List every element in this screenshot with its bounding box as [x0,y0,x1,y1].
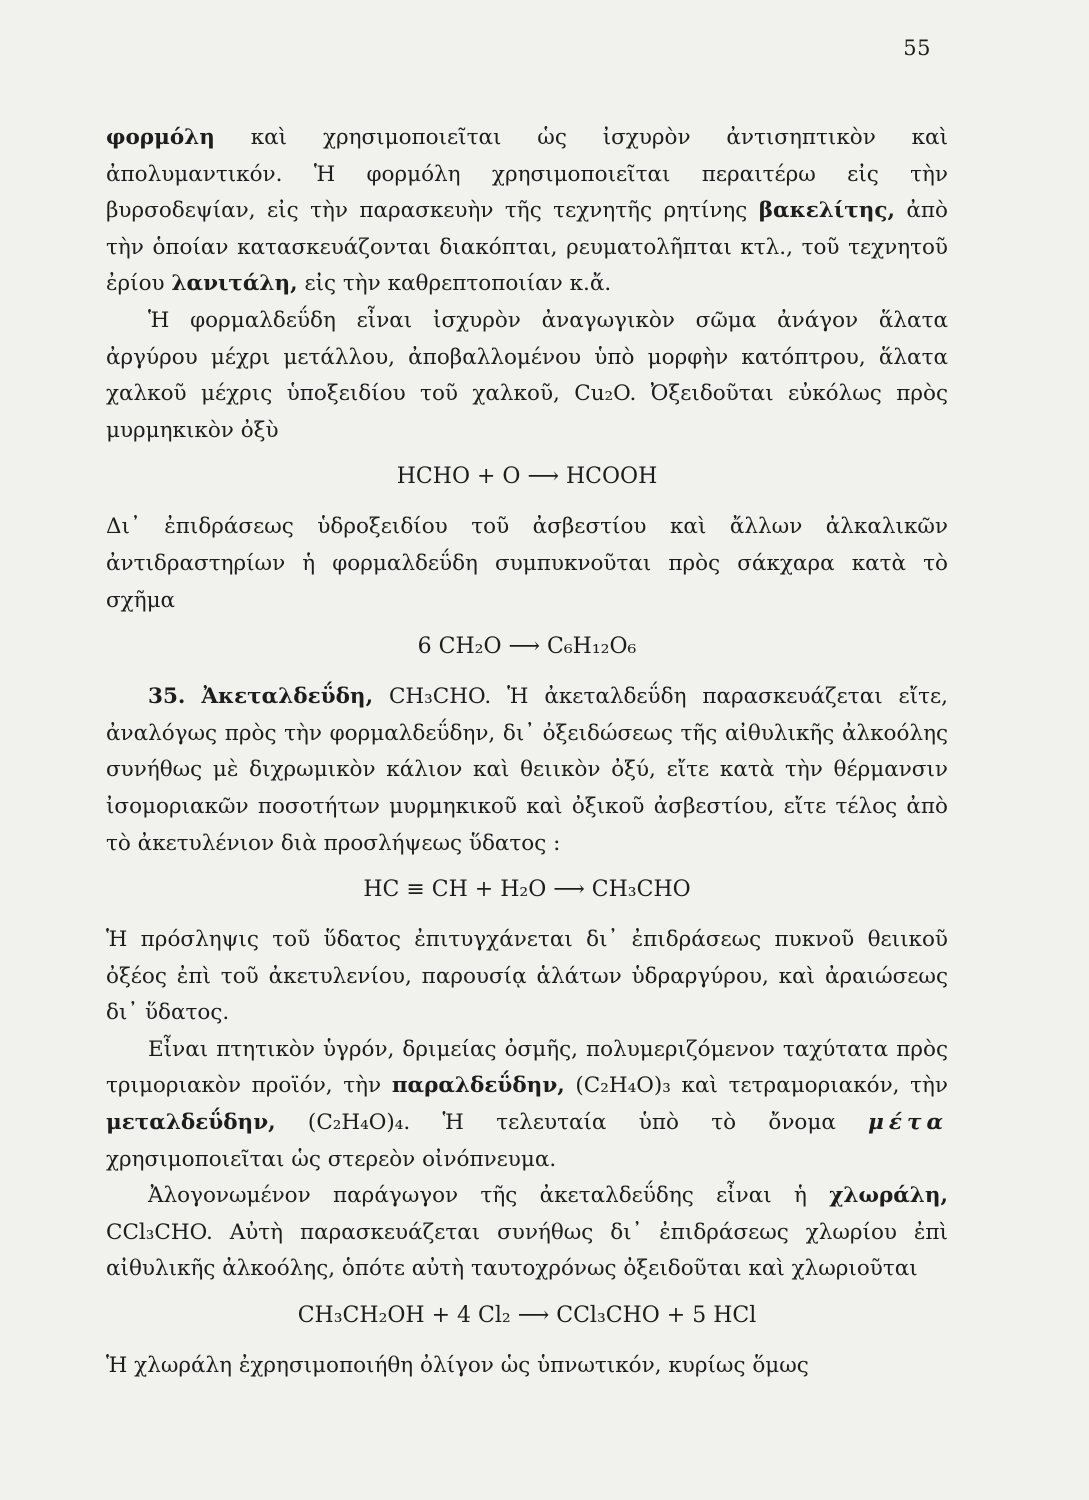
paragraph-text: Ἀλογονωμένον παράγωγον τῆς ἀκεταλδεΰδης εἶναι ἡ [148,1183,830,1209]
term-lanital: λανιτάλη, [171,271,298,297]
paragraph-condensation: Δι᾽ ἐπιδράσεως ὑδροξειδίου τοῦ ἀσβεστίου καὶ ἄλλων ἀλκαλικῶν ἀντιδραστηρίων ἡ φορμαλδεΰδη συμπυκνοῦται πρὸς σάκχαρα κατὰ τὸ σχῆμα [106,514,948,613]
body-text [106,120,948,1385]
paragraph-text: CCl₃CHO. Αὐτὴ παρασκευάζεται συνήθως δι᾽ ἐπιδράσεως χλωρίου ἐπὶ αἰθυλικῆς ἀλκοόλης, ὁπότε αὐτὴ ταυτοχρόνως ὀξειδοῦται καὶ χλωριοῦται [106,1219,948,1282]
paragraph-text: ἀπὸ τὴν ὁποίαν κατασκευάζονται διακόπται, ρευματολῆπται κτλ., τοῦ τεχνητοῦ ἐρίου [106,198,948,297]
equation-acetylene-hydration: HC ≡ CH + H₂O ⟶ CH₃CHO [363,877,691,903]
term-bakelite: βακελίτης, [758,198,895,224]
section-formula: CH₃CHO. [388,684,492,710]
page-number: 55 [903,36,931,60]
paragraph-text: (C₂H₄O)₃ καὶ τετραμοριακόν, τὴν [564,1073,949,1099]
paragraph-text: χρησιμοποιεῖται ὡς στερεὸν οἰνόπνευμα. [106,1146,557,1172]
paragraph-water-addition: Ἡ πρόσληψις τοῦ ὕδατος ἐπιτυγχάνεται δι᾽ ἐπιδράσεως πυκνοῦ θειικοῦ ὀξέος ἐπὶ τοῦ ἀκετυλενίου, παρουσίᾳ ἁλάτων ὑδραργύρου, καὶ ἀραιώσεως δι᾽ ὕδατος. [106,927,948,1026]
term-meta: μέτα [868,1110,948,1136]
paragraph-text: καὶ χρησιμοποιεῖται ὡς ἰσχυρὸν ἀντισηπτικὸν καὶ ἀπολυμαντικόν. Ἡ φορμόλη χρησιμοποιεῖται περαιτέρω εἰς τὴν βυρσοδεψίαν, εἰς τὴν παρασκευὴν τῆς τεχνητῆς ρητίνης [106,125,948,224]
term-paraldehyde: παραλδεΰδην, [391,1073,565,1099]
equation-sugar-condensation: 6 CH₂O ⟶ C₆H₁₂O₆ [417,634,637,660]
section-number: 35. [148,684,186,710]
paragraph-chloral [106,1178,948,1288]
paragraph-chloral-use: Ἡ χλωράλη ἐχρησιμοποιήθη ὀλίγον ὡς ὑπνωτικόν, κυρίως ὅμως [106,1353,809,1379]
term-formol: φορμόλη [106,125,215,150]
section-acetaldehyde [106,679,948,862]
paragraph-formaldehyde-reduction: Ἡ φορμαλδεΰδη εἶναι ἰσχυρὸν ἀναγωγικὸν σῶμα ἀνάγον ἅλατα ἀργύρου μέχρι μετάλλου, ἀποβαλλομένου ὑπὸ μορφὴν κατόπτρου, ἅλατα χαλκοῦ μέχρις ὑποξειδίου τοῦ χαλκοῦ, Cu₂O. Ὀξειδοῦται εὐκόλως πρὸς μυρμηκικὸν ὀξὺ [106,307,948,443]
term-metaldehyde: μεταλδεΰδην, [106,1110,276,1136]
term-chloral: χλωράλη, [829,1183,948,1209]
equation-formaldehyde-oxidation: HCHO + O ⟶ HCOOH [396,464,658,490]
paragraph-text: (C₂H₄O)₄. Ἡ τελευταία ὑπὸ τὸ ὄνομα [275,1110,869,1136]
section-text: Ἡ ἀκεταλδεΰδη παρασκευάζεται εἴτε, ἀναλόγως πρὸς τὴν φορμαλδεΰδην, δι᾽ ὀξειδώσεως τῆς αἰθυλικῆς ἀλκοόλης συνήθως μὲ διχρωμικὸν κάλιον καὶ θειικὸν ὀξύ, εἴτε κατὰ τὴν θέρμανσιν ἰσομοριακῶν ποσοτήτων μυρμηκικοῦ καὶ ὀξικοῦ ἀσβεστίου, εἴτε τέλος ἀπὸ τὸ ἀκετυλένιον διὰ προσλήψεως ὕδατος : [106,684,948,856]
paragraph-text: Εἶναι πτητικὸν ὑγρόν, δριμείας ὀσμῆς, πολυμεριζόμενον ταχύτατα πρὸς τριμοριακὸν προϊόν, τὴν [106,1036,948,1099]
equation-chloral-synthesis: CH₃CH₂OH + 4 Cl₂ ⟶ CCl₃CHO + 5 HCl [297,1303,757,1329]
paragraph-text: εἰς τὴν καθρεπτοποιίαν κ.ἄ. [297,271,612,297]
paragraph-formol [106,120,948,303]
section-title: Ἀκεταλδεΰδη, [201,684,374,710]
paragraph-polymerization [106,1032,948,1178]
